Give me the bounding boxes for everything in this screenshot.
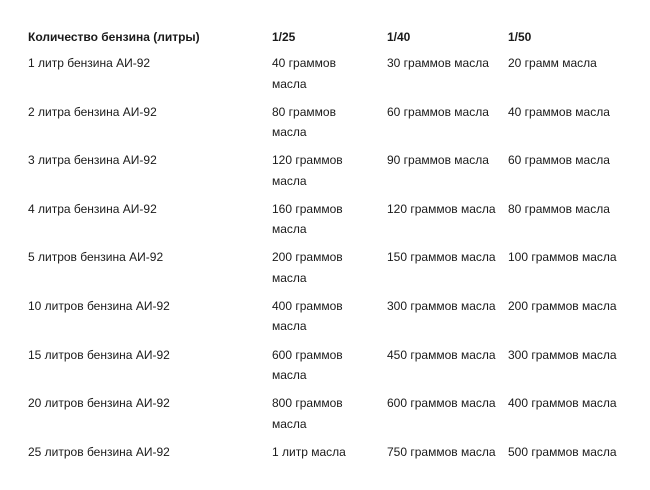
cell-gasoline-amount: 5 литров бензина АИ-92 [28, 250, 164, 265]
cell-oil-1-25: 200 граммов масла [272, 250, 343, 285]
cell-oil-1-50: 20 грамм масла [508, 56, 597, 70]
cell-gasoline-amount: 2 литра бензина АИ-92 [28, 104, 157, 119]
cell-oil-1-40: 750 граммов масла [387, 444, 496, 459]
table-row [28, 145, 638, 194]
cell-oil-1-25: 40 граммов масла [272, 56, 336, 91]
cell-oil-1-50: 200 граммов масла [508, 298, 617, 313]
cell-oil-1-50: 80 граммов масла [508, 201, 610, 216]
table-row [28, 291, 638, 340]
header-gasoline-liters: Количество бензина (литры) [28, 30, 200, 44]
cell-oil-1-25: 1 литр масла [272, 444, 346, 459]
cell-oil-1-40: 150 граммов масла [387, 250, 496, 265]
cell-oil-1-50: 300 граммов масла [508, 347, 617, 362]
header-ratio-1-25: 1/25 [272, 30, 296, 44]
cell-oil-1-40: 60 граммов масла [387, 104, 489, 119]
cell-oil-1-40: 300 граммов масла [387, 298, 496, 313]
cell-gasoline-amount: 25 литров бензина АИ-92 [28, 444, 170, 459]
cell-oil-1-50: 100 граммов масла [508, 250, 617, 265]
table-row [28, 194, 638, 243]
cell-oil-1-50: 500 граммов масла [508, 444, 617, 459]
table-row [28, 242, 638, 291]
cell-oil-1-40: 600 граммов масла [387, 396, 496, 411]
table-row [28, 340, 638, 389]
cell-oil-1-50: 40 граммов масла [508, 104, 610, 119]
cell-oil-1-25: 160 граммов масла [272, 201, 343, 237]
header-ratio-1-40: 1/40 [387, 30, 411, 44]
cell-oil-1-25: 80 граммов масла [272, 104, 336, 140]
table-row [28, 437, 638, 486]
cell-oil-1-40: 450 граммов масла [387, 347, 496, 362]
cell-oil-1-25: 400 граммов масла [272, 298, 343, 334]
cell-oil-1-25: 800 граммов масла [272, 396, 343, 431]
cell-gasoline-amount: 15 литров бензина АИ-92 [28, 347, 170, 362]
table-row [28, 48, 638, 97]
cell-oil-1-25: 120 граммов масла [272, 153, 343, 188]
cell-gasoline-amount: 1 литр бензина АИ-92 [28, 56, 151, 70]
cell-oil-1-40: 30 граммов масла [387, 56, 489, 70]
cell-oil-1-25: 600 граммов масла [272, 347, 343, 383]
header-ratio-1-50: 1/50 [508, 30, 532, 44]
cell-oil-1-40: 120 граммов масла [387, 201, 496, 216]
cell-oil-1-50: 60 граммов масла [508, 153, 610, 168]
table-row [28, 388, 638, 437]
cell-gasoline-amount: 10 литров бензина АИ-92 [28, 298, 170, 313]
cell-gasoline-amount: 3 литра бензина АИ-92 [28, 153, 157, 168]
cell-oil-1-50: 400 граммов масла [508, 396, 617, 411]
table-row [28, 97, 638, 146]
cell-oil-1-40: 90 граммов масла [387, 153, 489, 168]
cell-gasoline-amount: 20 литров бензина АИ-92 [28, 396, 170, 411]
table-header-row [28, 0, 638, 48]
fuel-oil-ratio-table [28, 0, 638, 485]
cell-gasoline-amount: 4 литра бензина АИ-92 [28, 201, 157, 216]
